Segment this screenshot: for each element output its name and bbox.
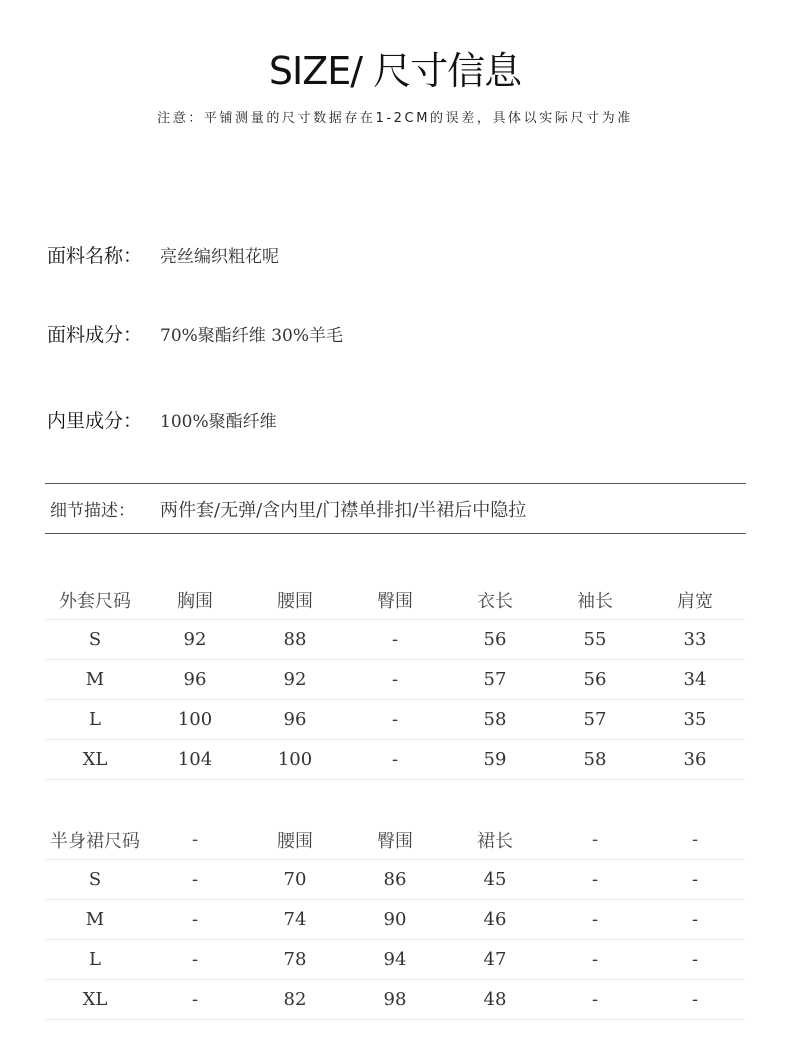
table-row xyxy=(45,860,745,900)
table-cell: 90 xyxy=(345,900,445,940)
lining-composition-value: 100%聚酯纤维 xyxy=(160,411,277,432)
table-cell: 92 xyxy=(145,620,245,660)
table-cell: L xyxy=(45,700,145,740)
table-cell: S xyxy=(45,620,145,660)
table-cell: - xyxy=(645,980,745,1020)
table-cell: 58 xyxy=(545,740,645,780)
detail-label: 细节描述： xyxy=(50,501,135,521)
table-cell: 35 xyxy=(645,700,745,740)
table-cell: - xyxy=(545,980,645,1020)
table-row xyxy=(45,980,745,1020)
table-cell: - xyxy=(145,900,245,940)
table-cell: 33 xyxy=(645,620,745,660)
table-cell: - xyxy=(145,860,245,900)
table-cell: - xyxy=(645,940,745,980)
header-cell: 胸围 xyxy=(145,580,245,620)
header-cell: - xyxy=(545,820,645,860)
fabric-composition-row xyxy=(47,318,343,348)
skirt-size-table xyxy=(45,820,745,1020)
table-cell: 48 xyxy=(445,980,545,1020)
table-cell: S xyxy=(45,860,145,900)
header-cell: 半身裙尺码 xyxy=(45,820,145,860)
table-row xyxy=(45,900,745,940)
table-cell: XL xyxy=(45,740,145,780)
fabric-composition-label: 面料成分： xyxy=(47,323,143,346)
table-cell: 88 xyxy=(245,620,345,660)
header-cell: 裙长 xyxy=(445,820,545,860)
table-cell: - xyxy=(345,740,445,780)
table-cell: - xyxy=(345,660,445,700)
table-cell: 94 xyxy=(345,940,445,980)
table-cell: M xyxy=(45,660,145,700)
header-cell: 袖长 xyxy=(545,580,645,620)
table-row xyxy=(45,740,745,780)
table-cell: 55 xyxy=(545,620,645,660)
table-cell: 86 xyxy=(345,860,445,900)
table-cell: 57 xyxy=(445,660,545,700)
header-cell: 臀围 xyxy=(345,820,445,860)
table-cell: 82 xyxy=(245,980,345,1020)
jacket-size-table xyxy=(45,580,745,780)
table-cell: - xyxy=(345,620,445,660)
table-cell: 47 xyxy=(445,940,545,980)
table-cell: 70 xyxy=(245,860,345,900)
table-row xyxy=(45,660,745,700)
table-cell: 100 xyxy=(145,700,245,740)
header-cell: - xyxy=(145,820,245,860)
table-cell: 56 xyxy=(545,660,645,700)
header-cell: 臀围 xyxy=(345,580,445,620)
header-cell: 外套尺码 xyxy=(45,580,145,620)
table-cell: - xyxy=(145,940,245,980)
table-cell: 36 xyxy=(645,740,745,780)
measurement-note: 注意：平铺测量的尺寸数据存在1-2CM的误差，具体以实际尺寸为准 xyxy=(157,111,633,126)
table-header-row xyxy=(45,820,745,860)
header-cell: 腰围 xyxy=(245,820,345,860)
table-cell: 100 xyxy=(245,740,345,780)
table-cell: - xyxy=(645,860,745,900)
table-cell: L xyxy=(45,940,145,980)
header-cell: 肩宽 xyxy=(645,580,745,620)
table-cell: 59 xyxy=(445,740,545,780)
detail-value: 两件套/无弹/含内里/门襟单排扣/半裙后中隐拉 xyxy=(160,499,527,521)
table-cell: - xyxy=(545,860,645,900)
table-cell: 104 xyxy=(145,740,245,780)
page-title xyxy=(0,40,790,95)
table-cell: XL xyxy=(45,980,145,1020)
table-cell: 96 xyxy=(245,700,345,740)
detail-description xyxy=(45,483,746,534)
table-cell: 92 xyxy=(245,660,345,700)
table-cell: 98 xyxy=(345,980,445,1020)
table-cell: 45 xyxy=(445,860,545,900)
table-row xyxy=(45,700,745,740)
header-cell: - xyxy=(645,820,745,860)
table-cell: - xyxy=(545,940,645,980)
lining-composition-row xyxy=(47,404,277,434)
table-cell: 57 xyxy=(545,700,645,740)
table-row xyxy=(45,940,745,980)
fabric-composition-value: 70%聚酯纤维 30%羊毛 xyxy=(160,325,343,346)
table-cell: 74 xyxy=(245,900,345,940)
fabric-name-row xyxy=(47,239,279,269)
header-cell: 腰围 xyxy=(245,580,345,620)
header-cell: 衣长 xyxy=(445,580,545,620)
table-cell: 78 xyxy=(245,940,345,980)
table-cell: 96 xyxy=(145,660,245,700)
table-cell: - xyxy=(345,700,445,740)
table-cell: - xyxy=(645,900,745,940)
table-cell: - xyxy=(545,900,645,940)
table-header-row xyxy=(45,580,745,620)
page-title-en: SIZE/ xyxy=(268,49,363,93)
table-cell: 34 xyxy=(645,660,745,700)
table-row xyxy=(45,620,745,660)
table-cell: 56 xyxy=(445,620,545,660)
table-cell: M xyxy=(45,900,145,940)
table-cell: 58 xyxy=(445,700,545,740)
page-title-cn: 尺寸信息 xyxy=(362,49,522,93)
lining-composition-label: 内里成分： xyxy=(47,409,143,432)
table-cell: - xyxy=(145,980,245,1020)
table-cell: 46 xyxy=(445,900,545,940)
fabric-name-value: 亮丝编织粗花呢 xyxy=(160,246,279,267)
fabric-name-label: 面料名称： xyxy=(47,244,143,267)
